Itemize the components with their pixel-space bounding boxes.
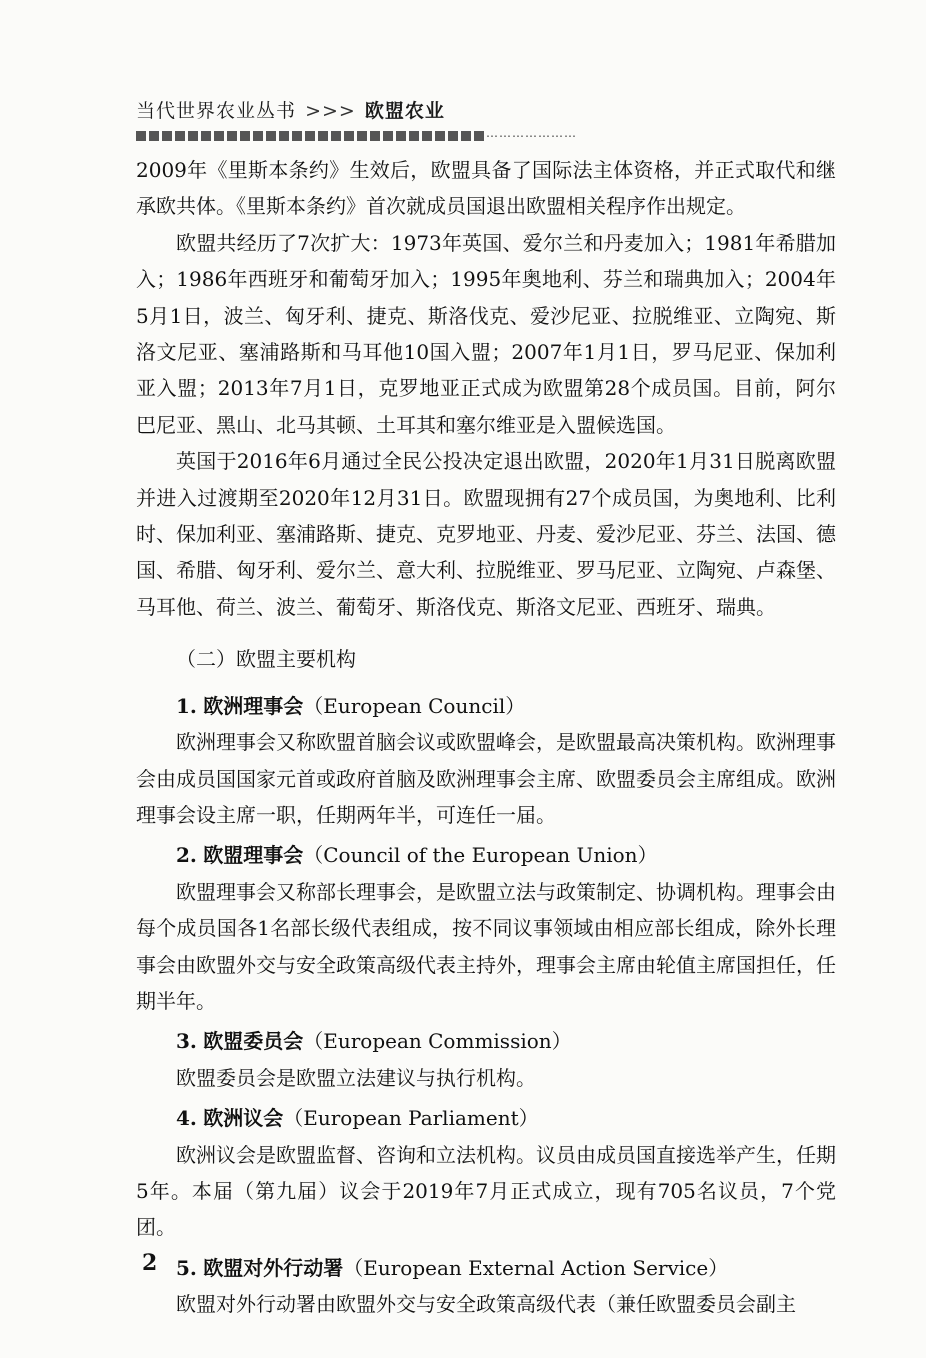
institution-heading-3 (136, 1023, 836, 1059)
section-heading: （二）欧盟主要机构 (176, 647, 356, 672)
header-separator: >>> (305, 100, 356, 122)
header-dots: ………………… (486, 126, 577, 140)
institution-heading-1 (136, 688, 836, 724)
institution-heading-2 (136, 837, 836, 873)
page-body (136, 152, 836, 1323)
item-number: 4. (176, 1106, 197, 1131)
item-english: （European Parliament） (283, 1106, 539, 1131)
item-title: 欧洲议会 (203, 1106, 284, 1131)
paragraph-2: 欧盟共经历了7次扩大：1973年英国、爱尔兰和丹麦加入；1981年希腊加入；1986年西班牙和葡萄牙加入；1995年奥地利、芬兰和瑞典加入；2004年5月1日，波兰、匈牙利、捷克、斯洛伐克、爱沙尼亚、拉脱维亚、立陶宛、斯洛文尼亚、塞浦路斯和马耳他10国入盟；2007年1月1日，罗马尼亚、保加利亚入盟；2013年7月1日，克罗地亚正式成为欧盟第28个成员国。目前，阿尔巴尼亚、黑山、北马其顿、土耳其和塞尔维亚是入盟候选国。 (136, 230, 836, 437)
page-number: 2 (142, 1250, 158, 1276)
institution-body-2: 欧盟理事会又称部长理事会，是欧盟立法与政策制定、协调机构。理事会由每个成员国各1名部长级代表组成，按不同议事领域由相应部长组成，除外长理事会由欧盟外交与安全政策高级代表主持外，理事会主席由轮值主席国担任，任期半年。 (136, 879, 836, 1013)
header-decorative-bar (136, 131, 486, 141)
item-number: 1. (176, 693, 197, 718)
institution-heading-4 (136, 1100, 836, 1136)
item-title: 欧盟对外行动署 (203, 1255, 344, 1280)
item-english: （European Commission） (303, 1029, 572, 1054)
institution-heading-5 (136, 1250, 836, 1286)
item-number: 5. (176, 1255, 197, 1280)
book-title: 欧盟农业 (364, 100, 445, 122)
item-number: 3. (176, 1029, 197, 1054)
item-title: 欧盟委员会 (203, 1029, 304, 1054)
item-title: 欧盟理事会 (203, 843, 304, 868)
institution-body-3: 欧盟委员会是欧盟立法建议与执行机构。 (176, 1065, 536, 1090)
item-title: 欧洲理事会 (203, 693, 304, 718)
paragraph-1: 2009年《里斯本条约》生效后，欧盟具备了国际法主体资格，并正式取代和继承欧共体。《里斯本条约》首次就成员国退出欧盟相关程序作出规定。 (136, 158, 836, 219)
running-header (136, 96, 696, 141)
paragraph-3: 英国于2016年6月通过全民公投决定退出欧盟，2020年1月31日脱离欧盟并进入过渡期至2020年12月31日。欧盟现拥有27个成员国，为奥地利、比利时、保加利亚、塞浦路斯、捷克、克罗地亚、丹麦、爱沙尼亚、芬兰、法国、德国、希腊、匈牙利、爱尔兰、意大利、拉脱维亚、罗马尼亚、立陶宛、卢森堡、马耳他、荷兰、波兰、葡萄牙、斯洛伐克、斯洛文尼亚、西班牙、瑞典。 (136, 449, 836, 619)
item-number: 2. (176, 843, 197, 868)
series-title: 当代世界农业丛书 (136, 100, 297, 122)
item-english: （European External Action Service） (343, 1255, 729, 1280)
institution-body-1: 欧洲理事会又称欧盟首脑会议或欧盟峰会，是欧盟最高决策机构。欧洲理事会由成员国国家元首或政府首脑及欧洲理事会主席、欧盟委员会主席组成。欧洲理事会设主席一职，任期两年半，可连任一届。 (136, 730, 836, 827)
institution-body-4: 欧洲议会是欧盟监督、咨询和立法机构。议员由成员国直接选举产生，任期5年。本届（第九届）议会于2019年7月正式成立，现有705名议员，7个党团。 (136, 1142, 836, 1240)
institution-body-5: 欧盟对外行动署由欧盟外交与安全政策高级代表（兼任欧盟委员会副主 (176, 1292, 796, 1317)
header-title (136, 96, 696, 123)
item-english: （European Council） (303, 693, 526, 718)
item-english: （Council of the European Union） (303, 843, 658, 868)
